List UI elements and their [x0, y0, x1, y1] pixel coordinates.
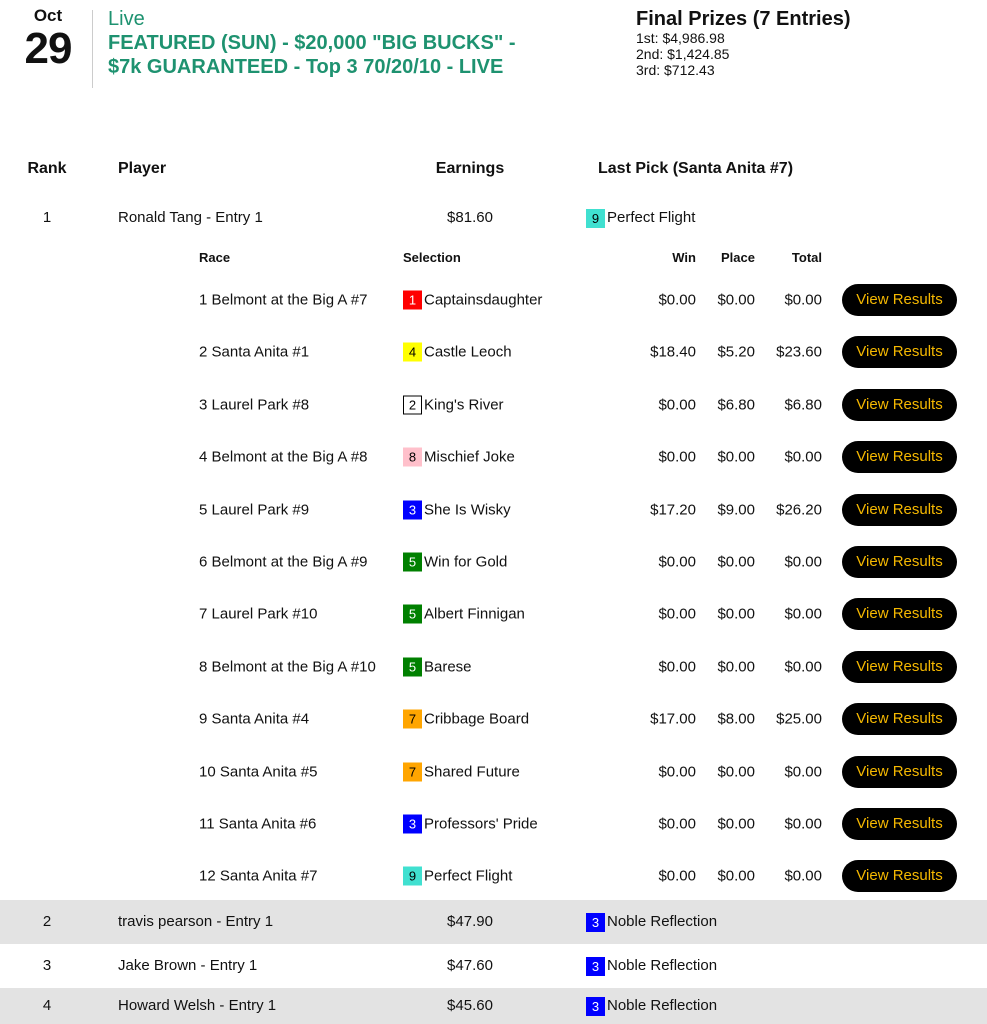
race-row — [0, 274, 987, 326]
row-player: Howard Welsh - Entry 1 — [118, 997, 277, 1014]
race-row — [0, 746, 987, 798]
total-amount: $0.00 — [784, 815, 822, 833]
win-amount: $0.00 — [658, 605, 696, 623]
horse-number-badge: 8 — [403, 448, 422, 467]
horse-number-badge: 3 — [403, 500, 422, 519]
selection-horse: She Is Wisky — [424, 501, 511, 519]
column-win: Win — [672, 250, 696, 265]
race-row — [0, 484, 987, 536]
view-results-button[interactable]: View Results — [842, 808, 957, 840]
row-last-pick — [586, 956, 966, 976]
win-amount: $0.00 — [658, 815, 696, 833]
win-amount: $0.00 — [658, 763, 696, 781]
race-name: 8 Belmont at the Big A #10 — [199, 658, 376, 676]
leaderboard-row[interactable] — [0, 944, 987, 988]
horse-number-badge: 5 — [403, 553, 422, 572]
total-amount: $6.80 — [784, 396, 822, 414]
race-row — [0, 850, 987, 902]
race-name: 10 Santa Anita #5 — [199, 763, 318, 781]
place-amount: $0.00 — [717, 658, 755, 676]
place-amount: $0.00 — [717, 763, 755, 781]
win-amount: $0.00 — [658, 658, 696, 676]
total-amount: $0.00 — [784, 605, 822, 623]
view-results-button[interactable]: View Results — [842, 860, 957, 892]
view-results-button[interactable]: View Results — [842, 598, 957, 630]
contest-date — [10, 6, 86, 72]
row-player: Ronald Tang - Entry 1 — [118, 209, 263, 226]
race-selection — [403, 343, 512, 362]
race-selection — [403, 762, 520, 781]
horse-number-badge: 3 — [586, 997, 605, 1016]
row-rank: 4 — [42, 997, 52, 1014]
total-amount: $0.00 — [784, 553, 822, 571]
row-player: travis pearson - Entry 1 — [118, 913, 274, 930]
race-selection — [403, 395, 504, 414]
view-results-button[interactable]: View Results — [842, 651, 957, 683]
column-total: Total — [791, 250, 822, 265]
view-results-button[interactable]: View Results — [842, 546, 957, 578]
row-last-pick — [586, 912, 966, 932]
selection-horse: King's River — [424, 396, 504, 414]
view-results-button[interactable]: View Results — [842, 756, 957, 788]
leaderboard-row[interactable] — [0, 198, 987, 238]
race-row — [0, 431, 987, 483]
prize-first: 1st: $4,986.98 — [636, 30, 725, 46]
leaderboard-header — [0, 160, 987, 186]
selection-horse: Perfect Flight — [424, 867, 513, 885]
selection-horse: Captainsdaughter — [424, 291, 543, 309]
place-amount: $0.00 — [717, 867, 755, 885]
race-selection — [403, 657, 472, 676]
contest-info — [108, 8, 618, 79]
total-amount: $25.00 — [776, 710, 822, 728]
selection-horse: Shared Future — [424, 763, 520, 781]
race-selection — [403, 815, 538, 834]
place-amount: $0.00 — [717, 605, 755, 623]
total-amount: $0.00 — [784, 658, 822, 676]
selection-horse: Castle Leoch — [424, 343, 512, 361]
race-name: 1 Belmont at the Big A #7 — [199, 291, 368, 309]
race-row — [0, 588, 987, 640]
win-amount: $0.00 — [658, 448, 696, 466]
win-amount: $17.00 — [650, 710, 696, 728]
column-last-pick: Last Pick (Santa Anita #7) — [598, 160, 794, 177]
column-race: Race — [199, 250, 231, 265]
race-selection — [403, 605, 525, 624]
selection-horse: Albert Finnigan — [424, 605, 525, 623]
place-amount: $0.00 — [717, 291, 755, 309]
row-rank: 2 — [42, 913, 52, 930]
contest-title — [108, 31, 618, 79]
horse-number-badge: 5 — [403, 657, 422, 676]
place-amount: $0.00 — [717, 815, 755, 833]
horse-number-badge: 9 — [403, 867, 422, 886]
header-divider — [92, 10, 93, 88]
place-amount: $0.00 — [717, 448, 755, 466]
race-name: 5 Laurel Park #9 — [199, 501, 310, 519]
place-amount: $8.00 — [717, 710, 755, 728]
place-amount: $0.00 — [717, 553, 755, 571]
race-selection — [403, 448, 515, 467]
race-row — [0, 693, 987, 745]
place-amount: $5.20 — [717, 343, 755, 361]
contest-title-line2: $7k GUARANTEED - Top 3 70/20/10 - LIVE — [108, 56, 504, 78]
win-amount: $17.20 — [650, 501, 696, 519]
final-prizes — [636, 8, 976, 78]
view-results-button[interactable]: View Results — [842, 441, 957, 473]
row-last-pick — [586, 208, 966, 228]
row-rank: 1 — [42, 209, 52, 226]
horse-number-badge: 3 — [586, 957, 605, 976]
horse-number-badge: 1 — [403, 291, 422, 310]
race-selection — [403, 291, 542, 310]
column-selection: Selection — [403, 250, 461, 265]
view-results-button[interactable]: View Results — [842, 284, 957, 316]
selection-horse: Barese — [424, 658, 472, 676]
view-results-button[interactable]: View Results — [842, 703, 957, 735]
selection-horse: Professors' Pride — [424, 815, 538, 833]
horse-number-badge: 5 — [403, 605, 422, 624]
total-amount: $0.00 — [784, 448, 822, 466]
row-earnings: $47.60 — [447, 957, 493, 974]
row-earnings: $81.60 — [447, 209, 493, 226]
total-amount: $0.00 — [784, 291, 822, 309]
view-results-button[interactable]: View Results — [842, 336, 957, 368]
horse-number-badge: 3 — [403, 815, 422, 834]
total-amount: $0.00 — [784, 763, 822, 781]
horse-number-badge: 7 — [403, 710, 422, 729]
view-results-button[interactable]: View Results — [842, 389, 957, 421]
prize-third: 3rd: $712.43 — [636, 62, 715, 78]
horse-number-badge: 2 — [403, 395, 422, 414]
last-pick-horse: Perfect Flight — [607, 209, 696, 226]
row-rank: 3 — [42, 957, 52, 974]
entry-race-details — [0, 240, 987, 897]
race-row — [0, 326, 987, 378]
date-month: Oct — [33, 6, 63, 25]
horse-number-badge: 3 — [586, 913, 605, 932]
contest-status: Live — [108, 8, 145, 30]
prizes-title: Final Prizes (7 Entries) — [636, 8, 851, 30]
selection-horse: Cribbage Board — [424, 710, 530, 728]
total-amount: $26.20 — [776, 501, 822, 519]
date-day: 29 — [24, 24, 72, 73]
row-earnings: $45.60 — [447, 997, 493, 1014]
column-earnings: Earnings — [435, 160, 505, 177]
horse-number-badge: 9 — [586, 209, 605, 228]
contest-title-line1: FEATURED (SUN) - $20,000 "BIG BUCKS" - — [108, 32, 516, 54]
last-pick-horse: Noble Reflection — [607, 997, 718, 1014]
race-name: 6 Belmont at the Big A #9 — [199, 553, 368, 571]
race-name: 11 Santa Anita #6 — [199, 815, 317, 833]
last-pick-horse: Noble Reflection — [607, 913, 718, 930]
race-name: 2 Santa Anita #1 — [199, 343, 310, 361]
leaderboard-row[interactable] — [0, 988, 987, 1024]
race-name: 12 Santa Anita #7 — [199, 867, 318, 885]
race-row — [0, 536, 987, 588]
race-row — [0, 379, 987, 431]
row-player: Jake Brown - Entry 1 — [118, 957, 258, 974]
column-player: Player — [118, 160, 167, 177]
win-amount: $0.00 — [658, 291, 696, 309]
race-selection — [403, 867, 512, 886]
race-name: 7 Laurel Park #10 — [199, 605, 318, 623]
prize-second: 2nd: $1,424.85 — [636, 46, 730, 62]
selection-horse: Mischief Joke — [424, 448, 515, 466]
race-name: 3 Laurel Park #8 — [199, 396, 310, 414]
win-amount: $18.40 — [650, 343, 696, 361]
row-last-pick — [586, 996, 966, 1016]
win-amount: $0.00 — [658, 396, 696, 414]
last-pick-horse: Noble Reflection — [607, 957, 718, 974]
win-amount: $0.00 — [658, 867, 696, 885]
win-amount: $0.00 — [658, 553, 696, 571]
detail-header — [0, 240, 987, 274]
race-selection — [403, 710, 529, 729]
leaderboard-row[interactable] — [0, 900, 987, 944]
horse-number-badge: 7 — [403, 762, 422, 781]
total-amount: $23.60 — [776, 343, 822, 361]
race-selection — [403, 500, 511, 519]
contest-header — [0, 0, 987, 100]
column-place: Place — [721, 250, 755, 265]
total-amount: $0.00 — [784, 867, 822, 885]
race-row — [0, 641, 987, 693]
selection-horse: Win for Gold — [424, 553, 508, 571]
place-amount: $9.00 — [717, 501, 755, 519]
row-earnings: $47.90 — [447, 913, 493, 930]
column-rank: Rank — [27, 160, 67, 177]
race-name: 9 Santa Anita #4 — [199, 710, 310, 728]
view-results-button[interactable]: View Results — [842, 494, 957, 526]
race-row — [0, 798, 987, 850]
race-name: 4 Belmont at the Big A #8 — [199, 448, 368, 466]
place-amount: $6.80 — [717, 396, 755, 414]
horse-number-badge: 4 — [403, 343, 422, 362]
race-selection — [403, 553, 507, 572]
